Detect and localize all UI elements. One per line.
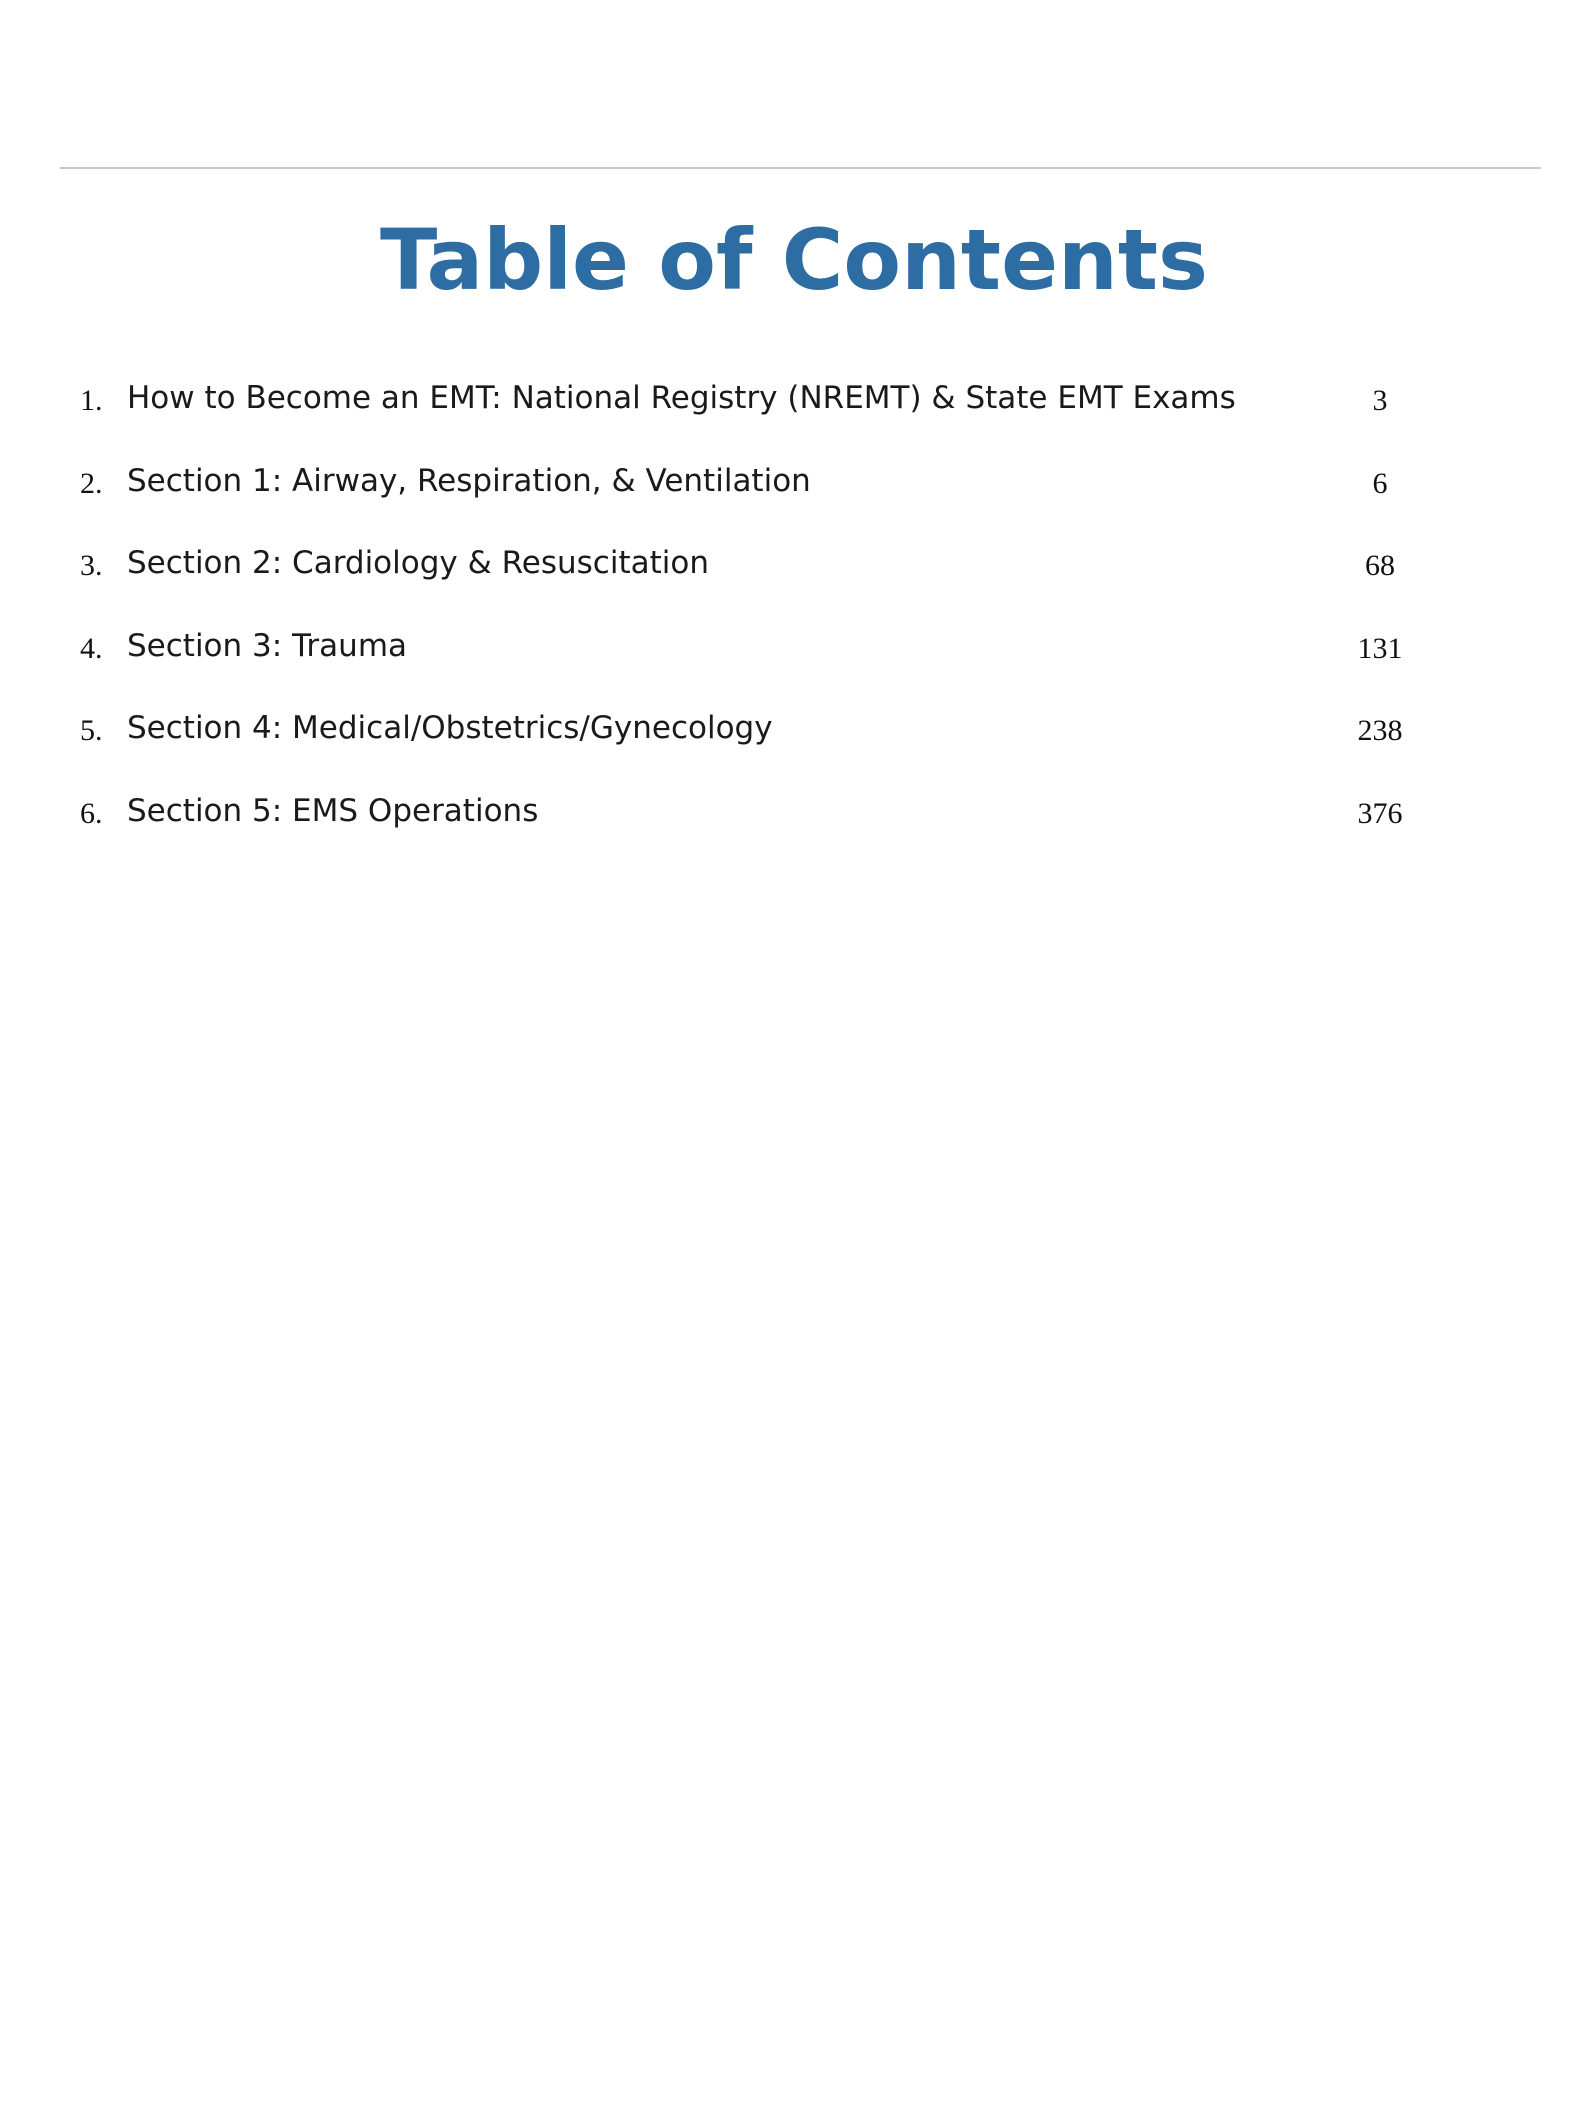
toc-entry-6[interactable] <box>80 785 1480 868</box>
toc-entry-1[interactable] <box>80 372 1480 455</box>
toc-entry-label[interactable]: Section 2: Cardiology & Resuscitation <box>127 545 709 581</box>
table-of-contents <box>80 372 1480 867</box>
toc-entry-page[interactable]: 131 <box>1357 631 1403 665</box>
toc-entry-number: 2. <box>80 466 103 500</box>
toc-entry-5[interactable] <box>80 702 1480 785</box>
toc-entry-page[interactable]: 68 <box>1365 549 1395 582</box>
toc-entry-number: 5. <box>80 714 103 747</box>
toc-entry-label[interactable]: How to Become an EMT: National Registry (NREMT) & State EMT Exams <box>127 380 1236 416</box>
toc-entry-page[interactable]: 3 <box>1372 384 1388 417</box>
toc-entry-4[interactable] <box>80 620 1480 703</box>
header-rule <box>60 167 1541 169</box>
toc-entry-number: 4. <box>80 631 103 665</box>
toc-entry-page[interactable]: 376 <box>1357 796 1403 830</box>
toc-entry-label[interactable]: Section 3: Trauma <box>127 627 408 664</box>
toc-entry-page[interactable]: 6 <box>1372 466 1388 500</box>
page-title: Table of Contents <box>379 211 1209 309</box>
toc-entry-number: 3. <box>80 549 103 582</box>
toc-entry-label[interactable]: Section 1: Airway, Respiration, & Ventilation <box>127 462 811 499</box>
toc-entry-label[interactable]: Section 4: Medical/Obstetrics/Gynecology <box>127 710 773 746</box>
toc-entry-number: 6. <box>80 796 103 830</box>
toc-entry-page[interactable]: 238 <box>1357 714 1403 747</box>
toc-entry-number: 1. <box>80 384 103 417</box>
toc-entry-3[interactable] <box>80 537 1480 620</box>
toc-entry-label[interactable]: Section 5: EMS Operations <box>127 792 539 829</box>
toc-entry-2[interactable] <box>80 455 1480 538</box>
